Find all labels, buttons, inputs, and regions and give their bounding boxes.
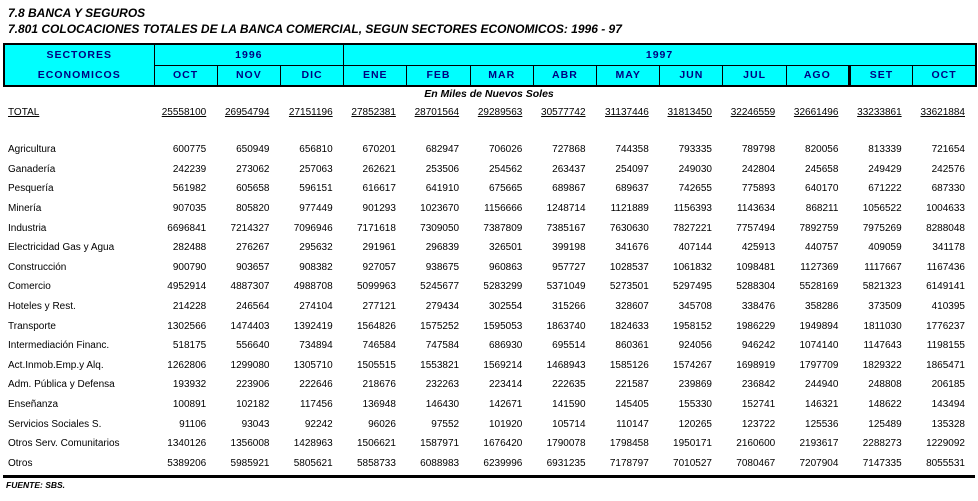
value-cell-mar-1997: 960863 — [488, 261, 523, 273]
value-cell-jul-1997: 123722 — [741, 418, 776, 430]
value-cell-feb-1997: 1587971 — [420, 438, 460, 450]
month-header-1997-oct: OCT — [913, 65, 976, 86]
value-cell-oct-1996: 91106 — [179, 418, 207, 430]
value-cell-dic-1996: 295632 — [299, 242, 333, 254]
value-cell-feb-1997: 232263 — [425, 379, 460, 391]
value-cell-mar-1997: 326501 — [488, 242, 523, 254]
value-cell-ago-1997: 5528169 — [799, 281, 839, 293]
value-cell-may-1997: 254097 — [615, 163, 649, 175]
value-cell-mar-1997: 675665 — [488, 183, 523, 195]
value-cell-ene-1997: 291961 — [362, 242, 396, 254]
value-cell-set-1997: 1811030 — [863, 320, 902, 332]
value-cell-ene-1997: 1506621 — [356, 438, 396, 450]
value-cell-abr-1997: 222635 — [552, 379, 586, 391]
row-label: Otros Serv. Comunitarios — [8, 438, 120, 450]
month-header-1997-ago: AGO — [786, 65, 849, 86]
value-cell-jul-1997: 1098481 — [736, 261, 776, 273]
value-cell-nov-1996: 276267 — [236, 242, 270, 254]
value-cell-may-1997: 1798458 — [609, 438, 649, 450]
value-cell-jul-1997: 789798 — [741, 144, 776, 156]
value-cell-dic-1996: 7096946 — [293, 222, 333, 234]
value-cell-ago-1997: 440757 — [805, 242, 839, 254]
table-row — [3, 297, 975, 317]
value-cell-oct-1996: 100891 — [172, 399, 207, 411]
table-row — [3, 160, 975, 180]
value-cell-ene-1997: 7171618 — [356, 222, 396, 234]
value-cell-oct-1997: 1229092 — [926, 438, 965, 450]
value-cell-oct-1997: 687330 — [931, 183, 965, 195]
value-cell-feb-1997: 7309050 — [420, 222, 460, 234]
value-cell-jun-1997: 239869 — [678, 379, 712, 391]
table-row — [3, 414, 975, 434]
value-cell-abr-1997: 105714 — [552, 418, 586, 430]
value-cell-ago-1997: 2193617 — [799, 438, 839, 450]
year-1996-header: 1996 — [154, 44, 344, 65]
table-row — [3, 375, 975, 395]
value-cell-jul-1997: 1986229 — [736, 320, 776, 332]
value-cell-set-1997: 5821323 — [862, 281, 902, 293]
value-cell-feb-1997: 5245677 — [420, 281, 460, 293]
value-cell-jun-1997: 345708 — [678, 301, 712, 313]
value-cell-dic-1996: 257063 — [299, 163, 333, 175]
value-cell-set-1997: 1829322 — [862, 359, 902, 371]
value-cell-set-1997: 1147643 — [863, 340, 902, 352]
value-cell-ago-1997: 820056 — [805, 144, 839, 156]
value-cell-nov-1996: 650949 — [236, 144, 270, 156]
unit-note: En Miles de Nuevos Soles — [424, 88, 554, 100]
value-cell-abr-1997: 957727 — [552, 261, 586, 273]
value-cell-feb-1997: 279434 — [425, 301, 460, 313]
value-cell-may-1997: 1028537 — [609, 261, 649, 273]
value-cell-ago-1997: 146321 — [805, 399, 839, 411]
value-cell-oct-1997: 1167436 — [926, 261, 965, 273]
value-cell-ago-1997: 125536 — [805, 418, 839, 430]
value-cell-set-1997: 813339 — [868, 144, 902, 156]
row-label: Pesquería — [8, 183, 54, 195]
value-cell-abr-1997: 6931235 — [546, 457, 586, 469]
table-row — [3, 454, 975, 474]
value-cell-nov-1996: 805820 — [236, 203, 270, 215]
value-cell-jul-1997: 338476 — [741, 301, 776, 313]
month-header-1997-jun: JUN — [660, 65, 723, 86]
value-cell-ene-1997: 1505515 — [356, 359, 396, 371]
month-header-1997-may: MAY — [597, 65, 660, 86]
table-row — [3, 238, 975, 258]
value-cell-ene-1997: 27852381 — [351, 107, 396, 118]
value-cell-oct-1996: 214228 — [172, 301, 207, 313]
value-cell-jun-1997: 1061832 — [673, 261, 712, 273]
value-cell-jul-1997: 242804 — [741, 163, 776, 175]
table-row — [3, 356, 975, 376]
table-row — [3, 199, 975, 219]
table-row — [3, 336, 975, 356]
value-cell-abr-1997: 263437 — [552, 163, 586, 175]
value-cell-oct-1997: 1865471 — [926, 359, 965, 371]
table-row — [3, 140, 975, 160]
row-label: Construcción — [8, 261, 67, 273]
value-cell-oct-1996: 5389206 — [167, 457, 207, 469]
value-cell-feb-1997: 1553821 — [420, 359, 460, 371]
table-row — [3, 277, 975, 297]
row-label: Agricultura — [8, 144, 56, 156]
value-cell-jul-1997: 2160600 — [736, 438, 776, 450]
month-header-1996-nov: NOV — [217, 65, 280, 86]
spacer-cell — [3, 123, 975, 140]
value-cell-ago-1997: 358286 — [805, 301, 839, 313]
spacer-row — [3, 123, 975, 140]
value-cell-dic-1996: 274104 — [299, 301, 333, 313]
value-cell-may-1997: 328607 — [615, 301, 649, 313]
value-cell-dic-1996: 5805621 — [293, 457, 333, 469]
data-table — [3, 102, 975, 473]
row-label: Transporte — [8, 320, 56, 332]
value-cell-mar-1997: 1595053 — [483, 320, 523, 332]
value-cell-may-1997: 110147 — [616, 418, 649, 430]
value-cell-mar-1997: 142671 — [488, 399, 523, 411]
value-cell-nov-1996: 5985921 — [230, 457, 270, 469]
month-header-1997-set: SET — [849, 65, 912, 86]
value-cell-set-1997: 2288273 — [862, 438, 902, 450]
value-cell-dic-1996: 222646 — [299, 379, 333, 391]
value-cell-ago-1997: 7892759 — [799, 222, 839, 234]
table-row — [3, 316, 975, 336]
value-cell-set-1997: 125489 — [868, 418, 902, 430]
value-cell-set-1997: 249429 — [868, 163, 902, 175]
value-cell-abr-1997: 727868 — [552, 144, 586, 156]
month-header-1997-abr: ABR — [533, 65, 596, 86]
row-label: Minería — [8, 203, 42, 215]
value-cell-oct-1996: 1340126 — [167, 438, 207, 450]
value-cell-nov-1996: 556640 — [236, 340, 270, 352]
row-label: TOTAL — [8, 107, 40, 118]
value-cell-ene-1997: 1564826 — [356, 320, 396, 332]
value-cell-jun-1997: 31813450 — [667, 107, 712, 118]
value-cell-oct-1997: 206185 — [931, 379, 965, 391]
month-header-1997-jul: JUL — [723, 65, 786, 86]
value-cell-nov-1996: 1356008 — [230, 438, 270, 450]
value-cell-nov-1996: 93043 — [241, 418, 270, 430]
sectors-header-line2: ECONOMICOS — [37, 69, 121, 81]
value-cell-mar-1997: 1676420 — [483, 438, 523, 450]
value-cell-jun-1997: 924056 — [678, 340, 712, 352]
value-cell-nov-1996: 4887307 — [230, 281, 270, 293]
value-cell-oct-1997: 1776237 — [926, 320, 965, 332]
value-cell-abr-1997: 315266 — [552, 301, 586, 313]
value-cell-oct-1996: 900790 — [172, 261, 207, 273]
month-header-1996-oct: OCT — [154, 65, 217, 86]
value-cell-oct-1997: 410395 — [931, 301, 965, 313]
value-cell-ene-1997: 277121 — [362, 301, 396, 313]
table-title: 7.801 COLOCACIONES TOTALES DE LA BANCA COMERCIAL, SEGUN SECTORES ECONOMICOS: 1996 - 97 — [8, 22, 622, 36]
value-cell-ene-1997: 927057 — [362, 261, 396, 273]
value-cell-ene-1997: 262621 — [362, 163, 396, 175]
value-cell-mar-1997: 101920 — [488, 418, 523, 430]
value-cell-nov-1996: 1474403 — [230, 320, 270, 332]
month-header-1997-feb: FEB — [407, 65, 470, 86]
value-cell-ene-1997: 218676 — [362, 379, 396, 391]
value-cell-feb-1997: 1575252 — [420, 320, 460, 332]
value-cell-set-1997: 671222 — [868, 183, 902, 195]
value-cell-oct-1996: 518175 — [172, 340, 207, 352]
value-cell-jun-1997: 1958152 — [673, 320, 712, 332]
value-cell-may-1997: 1585126 — [609, 359, 649, 371]
source-note: FUENTE: SBS. — [6, 480, 66, 491]
value-cell-ago-1997: 244940 — [805, 379, 839, 391]
year-header-row — [4, 44, 976, 65]
value-cell-may-1997: 221587 — [615, 379, 649, 391]
value-cell-oct-1996: 1302566 — [167, 320, 207, 332]
value-cell-nov-1996: 1299080 — [230, 359, 270, 371]
total-row — [3, 102, 975, 123]
value-cell-oct-1997: 143494 — [931, 399, 965, 411]
value-cell-feb-1997: 97552 — [431, 418, 460, 430]
value-cell-ene-1997: 901293 — [362, 203, 396, 215]
value-cell-may-1997: 31137446 — [605, 107, 649, 118]
value-cell-nov-1996: 102182 — [236, 399, 270, 411]
value-cell-oct-1996: 907035 — [172, 203, 207, 215]
row-label: Otros — [8, 457, 33, 469]
value-cell-oct-1997: 8288048 — [926, 222, 965, 234]
value-cell-set-1997: 409059 — [868, 242, 902, 254]
value-cell-dic-1996: 977449 — [299, 203, 333, 215]
value-cell-jun-1997: 249030 — [678, 163, 712, 175]
value-cell-abr-1997: 1863740 — [546, 320, 586, 332]
value-cell-abr-1997: 399198 — [552, 242, 586, 254]
value-cell-mar-1997: 5283299 — [483, 281, 523, 293]
value-cell-abr-1997: 1468943 — [546, 359, 586, 371]
value-cell-jul-1997: 32246559 — [730, 107, 776, 118]
value-cell-feb-1997: 682947 — [425, 144, 460, 156]
value-cell-abr-1997: 7385167 — [546, 222, 586, 234]
table-row — [3, 434, 975, 454]
row-label: Industria — [8, 222, 47, 234]
value-cell-feb-1997: 296839 — [425, 242, 460, 254]
value-cell-feb-1997: 253506 — [425, 163, 460, 175]
value-cell-set-1997: 373509 — [868, 301, 902, 313]
value-cell-may-1997: 860361 — [615, 340, 649, 352]
value-cell-feb-1997: 146430 — [425, 399, 460, 411]
row-label: Comercio — [8, 281, 51, 293]
row-label: Hoteles y Rest. — [8, 301, 76, 313]
value-cell-feb-1997: 6088983 — [420, 457, 460, 469]
value-cell-may-1997: 7630630 — [609, 222, 649, 234]
value-cell-ene-1997: 5858733 — [356, 457, 396, 469]
value-cell-abr-1997: 5371049 — [546, 281, 586, 293]
value-cell-ene-1997: 616617 — [362, 183, 396, 195]
value-cell-ago-1997: 868211 — [805, 203, 839, 215]
value-cell-mar-1997: 1569214 — [483, 359, 523, 371]
value-cell-dic-1996: 1305710 — [293, 359, 333, 371]
row-label: Servicios Sociales S. — [8, 418, 102, 430]
sectors-header-cell — [4, 44, 154, 86]
value-cell-oct-1997: 721654 — [931, 144, 965, 156]
value-cell-nov-1996: 26954794 — [224, 107, 270, 118]
value-cell-mar-1997: 223414 — [488, 379, 523, 391]
value-cell-jun-1997: 407144 — [678, 242, 712, 254]
value-cell-oct-1997: 33621884 — [920, 107, 965, 118]
value-cell-jun-1997: 1156393 — [673, 203, 712, 215]
value-cell-set-1997: 7147335 — [862, 457, 902, 469]
value-cell-dic-1996: 908382 — [299, 261, 333, 273]
value-cell-nov-1996: 223906 — [236, 379, 270, 391]
value-cell-dic-1996: 1428963 — [293, 438, 333, 450]
value-cell-ene-1997: 136948 — [362, 399, 396, 411]
value-cell-mar-1997: 6239996 — [483, 457, 523, 469]
value-cell-jul-1997: 775893 — [741, 183, 776, 195]
value-cell-feb-1997: 938675 — [425, 261, 460, 273]
sectors-header-line1: SECTORES — [46, 49, 113, 61]
value-cell-ago-1997: 1949894 — [799, 320, 839, 332]
row-label: Intermediación Financ. — [8, 340, 110, 352]
row-label: Ganadería — [8, 163, 56, 175]
value-cell-jul-1997: 236842 — [741, 379, 776, 391]
value-cell-oct-1996: 4952914 — [167, 281, 207, 293]
value-cell-jun-1997: 155330 — [678, 399, 712, 411]
month-header-1997-ene: ENE — [344, 65, 407, 86]
row-label: Act.Inmob.Emp.y Alq. — [8, 359, 104, 371]
value-cell-ago-1997: 640170 — [805, 183, 839, 195]
value-cell-dic-1996: 117456 — [300, 399, 333, 411]
row-label: Electricidad Gas y Agua — [8, 242, 115, 254]
value-cell-oct-1996: 600775 — [172, 144, 207, 156]
value-cell-set-1997: 1117667 — [864, 261, 902, 273]
value-cell-ago-1997: 7207904 — [799, 457, 839, 469]
value-cell-dic-1996: 27151196 — [288, 107, 333, 118]
table-row — [3, 258, 975, 278]
value-cell-oct-1996: 1262806 — [167, 359, 207, 371]
value-cell-abr-1997: 1790078 — [546, 438, 586, 450]
table-header — [3, 43, 977, 87]
value-cell-ago-1997: 32661496 — [793, 107, 839, 118]
value-cell-jun-1997: 7010527 — [673, 457, 712, 469]
value-cell-set-1997: 248808 — [868, 379, 902, 391]
table-row — [3, 179, 975, 199]
value-cell-oct-1997: 1198155 — [926, 340, 965, 352]
value-cell-nov-1996: 605658 — [236, 183, 270, 195]
value-cell-mar-1997: 29289563 — [477, 107, 523, 118]
value-cell-ene-1997: 670201 — [362, 144, 396, 156]
value-cell-ene-1997: 5099963 — [356, 281, 396, 293]
value-cell-jun-1997: 120265 — [678, 418, 712, 430]
value-cell-oct-1997: 135328 — [931, 418, 965, 430]
value-cell-dic-1996: 596151 — [299, 183, 333, 195]
value-cell-oct-1996: 25558100 — [161, 107, 207, 118]
value-cell-jun-1997: 1950171 — [673, 438, 712, 450]
value-cell-mar-1997: 7387809 — [483, 222, 523, 234]
value-cell-abr-1997: 695514 — [552, 340, 586, 352]
year-1997-header: 1997 — [344, 44, 976, 65]
value-cell-jul-1997: 425913 — [741, 242, 776, 254]
value-cell-jul-1997: 152741 — [741, 399, 776, 411]
value-cell-may-1997: 744358 — [615, 144, 649, 156]
section-title: 7.8 BANCA Y SEGUROS — [8, 6, 146, 20]
value-cell-ago-1997: 245658 — [805, 163, 839, 175]
value-cell-jun-1997: 5297495 — [673, 281, 712, 293]
value-cell-set-1997: 1056522 — [862, 203, 902, 215]
value-cell-mar-1997: 254562 — [488, 163, 523, 175]
value-cell-nov-1996: 246564 — [236, 301, 270, 313]
value-cell-mar-1997: 302554 — [488, 301, 523, 313]
value-cell-oct-1996: 193932 — [172, 379, 207, 391]
value-cell-jul-1997: 5288304 — [736, 281, 776, 293]
value-cell-abr-1997: 141590 — [552, 399, 586, 411]
value-cell-jul-1997: 946242 — [741, 340, 776, 352]
value-cell-may-1997: 341676 — [615, 242, 649, 254]
value-cell-feb-1997: 747584 — [425, 340, 460, 352]
value-cell-oct-1996: 242239 — [172, 163, 207, 175]
value-cell-jul-1997: 1698919 — [736, 359, 776, 371]
value-cell-mar-1997: 686930 — [488, 340, 523, 352]
value-cell-may-1997: 689637 — [615, 183, 649, 195]
value-cell-may-1997: 1121889 — [610, 203, 649, 215]
value-cell-nov-1996: 273062 — [236, 163, 270, 175]
value-cell-oct-1997: 8055531 — [926, 457, 965, 469]
row-label: Adm. Pública y Defensa — [8, 379, 115, 391]
value-cell-nov-1996: 7214327 — [230, 222, 270, 234]
month-header-1996-dic: DIC — [280, 65, 343, 86]
title-block — [0, 0, 978, 37]
value-cell-abr-1997: 689867 — [552, 183, 586, 195]
value-cell-oct-1997: 341178 — [932, 242, 965, 254]
value-cell-dic-1996: 92242 — [304, 418, 333, 430]
value-cell-dic-1996: 734894 — [299, 340, 333, 352]
value-cell-jun-1997: 1574267 — [673, 359, 712, 371]
value-cell-mar-1997: 1156666 — [484, 203, 523, 215]
value-cell-feb-1997: 641910 — [425, 183, 460, 195]
value-cell-ene-1997: 96026 — [368, 418, 396, 430]
value-cell-dic-1996: 1392419 — [293, 320, 333, 332]
value-cell-jul-1997: 7757494 — [736, 222, 776, 234]
value-cell-abr-1997: 1248714 — [546, 203, 586, 215]
value-cell-oct-1997: 6149141 — [926, 281, 965, 293]
value-cell-may-1997: 7178797 — [609, 457, 649, 469]
value-cell-oct-1997: 242576 — [931, 163, 965, 175]
value-cell-jul-1997: 7080467 — [736, 457, 776, 469]
value-cell-ago-1997: 1797709 — [799, 359, 839, 371]
value-cell-feb-1997: 1023670 — [420, 203, 460, 215]
value-cell-feb-1997: 28701564 — [414, 107, 460, 118]
value-cell-ago-1997: 1074140 — [799, 340, 839, 352]
value-cell-ago-1997: 1127369 — [800, 261, 839, 273]
value-cell-ene-1997: 746584 — [362, 340, 396, 352]
month-header-1997-mar: MAR — [470, 65, 533, 86]
value-cell-dic-1996: 4988708 — [293, 281, 333, 293]
value-cell-jul-1997: 1143634 — [737, 203, 776, 215]
value-cell-jun-1997: 7827221 — [673, 222, 712, 234]
value-cell-may-1997: 145405 — [615, 399, 649, 411]
value-cell-abr-1997: 30577742 — [541, 107, 586, 118]
row-label: Enseñanza — [8, 399, 59, 411]
value-cell-oct-1996: 561982 — [172, 183, 207, 195]
value-cell-oct-1997: 1004633 — [926, 203, 965, 215]
table-row — [3, 395, 975, 415]
value-cell-mar-1997: 706026 — [488, 144, 523, 156]
value-cell-nov-1996: 903657 — [236, 261, 270, 273]
value-cell-dic-1996: 656810 — [299, 144, 333, 156]
value-cell-jun-1997: 742655 — [678, 183, 712, 195]
value-cell-may-1997: 1824633 — [609, 320, 649, 332]
value-cell-jun-1997: 793335 — [678, 144, 712, 156]
value-cell-set-1997: 33233861 — [857, 107, 902, 118]
value-cell-oct-1996: 282488 — [172, 242, 207, 254]
value-cell-may-1997: 5273501 — [609, 281, 649, 293]
value-cell-set-1997: 7975269 — [862, 222, 902, 234]
table-row — [3, 218, 975, 238]
value-cell-set-1997: 148622 — [868, 399, 902, 411]
value-cell-oct-1996: 6696841 — [167, 222, 207, 234]
